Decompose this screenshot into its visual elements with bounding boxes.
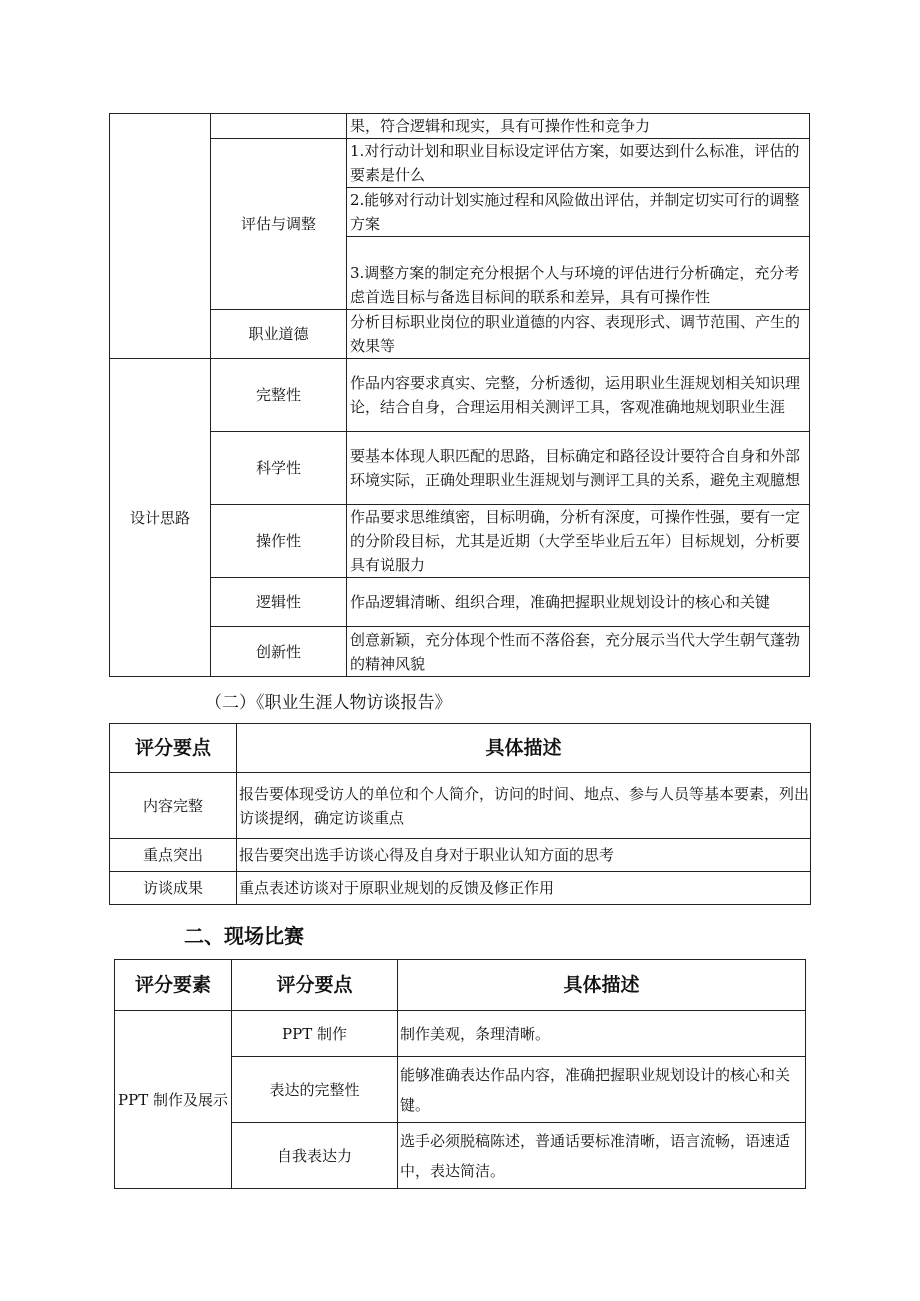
desc-cell: 3.调整方案的制定充分根据个人与环境的评估进行分析确定，充分考虑首选目标与备选目标间的联系和差异，具有可操作性 (347, 237, 810, 310)
point-cell: 完整性 (211, 359, 347, 432)
section-caption: （二）《职业生涯人物访谈报告》 (205, 693, 452, 713)
desc-cell: 能够准确表达作品内容，准确把握职业规划设计的核心和关键。 (398, 1057, 806, 1123)
desc-cell: 报告要体现受访人的单位和个人简介，访问的时间、地点、参与人员等基本要素，列出访谈提纲，确定访谈重点 (237, 773, 811, 839)
column-header: 评分要点 (110, 724, 237, 773)
point-cell: 访谈成果 (110, 872, 237, 905)
desc-cell: 制作美观，条理清晰。 (398, 1011, 806, 1057)
column-header: 评分要素 (115, 960, 232, 1011)
criteria-table-continued (109, 113, 810, 677)
group-cell: PPT 制作及展示 (115, 1011, 232, 1189)
column-header: 具体描述 (398, 960, 806, 1011)
desc-cell: 作品逻辑清晰、组织合理，准确把握职业规划设计的核心和关键 (347, 578, 810, 627)
desc-cell: 作品要求思维缜密，目标明确，分析有深度，可操作性强，要有一定的分阶段目标，尤其是近期（大学至毕业后五年）目标规划，分析要具有说服力 (347, 505, 810, 578)
desc-cell: 作品内容要求真实、完整，分析透彻，运用职业生涯规划相关知识理论，结合自身，合理运用相关测评工具，客观准确地规划职业生涯 (347, 359, 810, 432)
live-competition-table (114, 959, 806, 1189)
desc-cell: 报告要突出选手访谈心得及自身对于职业认知方面的思考 (237, 839, 811, 872)
desc-cell: 重点表述访谈对于原职业规划的反馈及修正作用 (237, 872, 811, 905)
point-cell-empty (211, 114, 347, 139)
desc-cell: 选手必须脱稿陈述，普通话要标准清晰，语言流畅，语速适中，表达简洁。 (398, 1123, 806, 1189)
point-cell: 表达的完整性 (232, 1057, 398, 1123)
desc-cell: 2.能够对行动计划实施过程和风险做出评估，并制定切实可行的调整方案 (347, 188, 810, 237)
desc-cell: 分析目标职业岗位的职业道德的内容、表现形式、调节范围、产生的效果等 (347, 310, 810, 359)
group-cell: 设计思路 (110, 359, 211, 677)
desc-cell: 要基本体现人职匹配的思路，目标确定和路径设计要符合自身和外部环境实际，正确处理职业生涯规划与测评工具的关系，避免主观臆想 (347, 432, 810, 505)
point-cell: 内容完整 (110, 773, 237, 839)
point-cell: 操作性 (211, 505, 347, 578)
point-cell: 重点突出 (110, 839, 237, 872)
point-cell: 评估与调整 (211, 139, 347, 310)
desc-cell: 1.对行动计划和职业目标设定评估方案，如要达到什么标准，评估的要素是什么 (347, 139, 810, 188)
column-header: 评分要点 (232, 960, 398, 1011)
interview-report-table (109, 723, 811, 905)
point-cell: 自我表达力 (232, 1123, 398, 1189)
point-cell: 科学性 (211, 432, 347, 505)
point-cell: 逻辑性 (211, 578, 347, 627)
point-cell: 职业道德 (211, 310, 347, 359)
column-header: 具体描述 (237, 724, 811, 773)
desc-cell: 创意新颖，充分体现个性而不落俗套，充分展示当代大学生朝气蓬勃的精神风貌 (347, 627, 810, 677)
point-cell: 创新性 (211, 627, 347, 677)
group-cell-empty (110, 114, 211, 359)
point-cell: PPT 制作 (232, 1011, 398, 1057)
desc-cell: 果，符合逻辑和现实，具有可操作性和竞争力 (347, 114, 810, 139)
section-heading: 二、现场比赛 (184, 924, 304, 948)
